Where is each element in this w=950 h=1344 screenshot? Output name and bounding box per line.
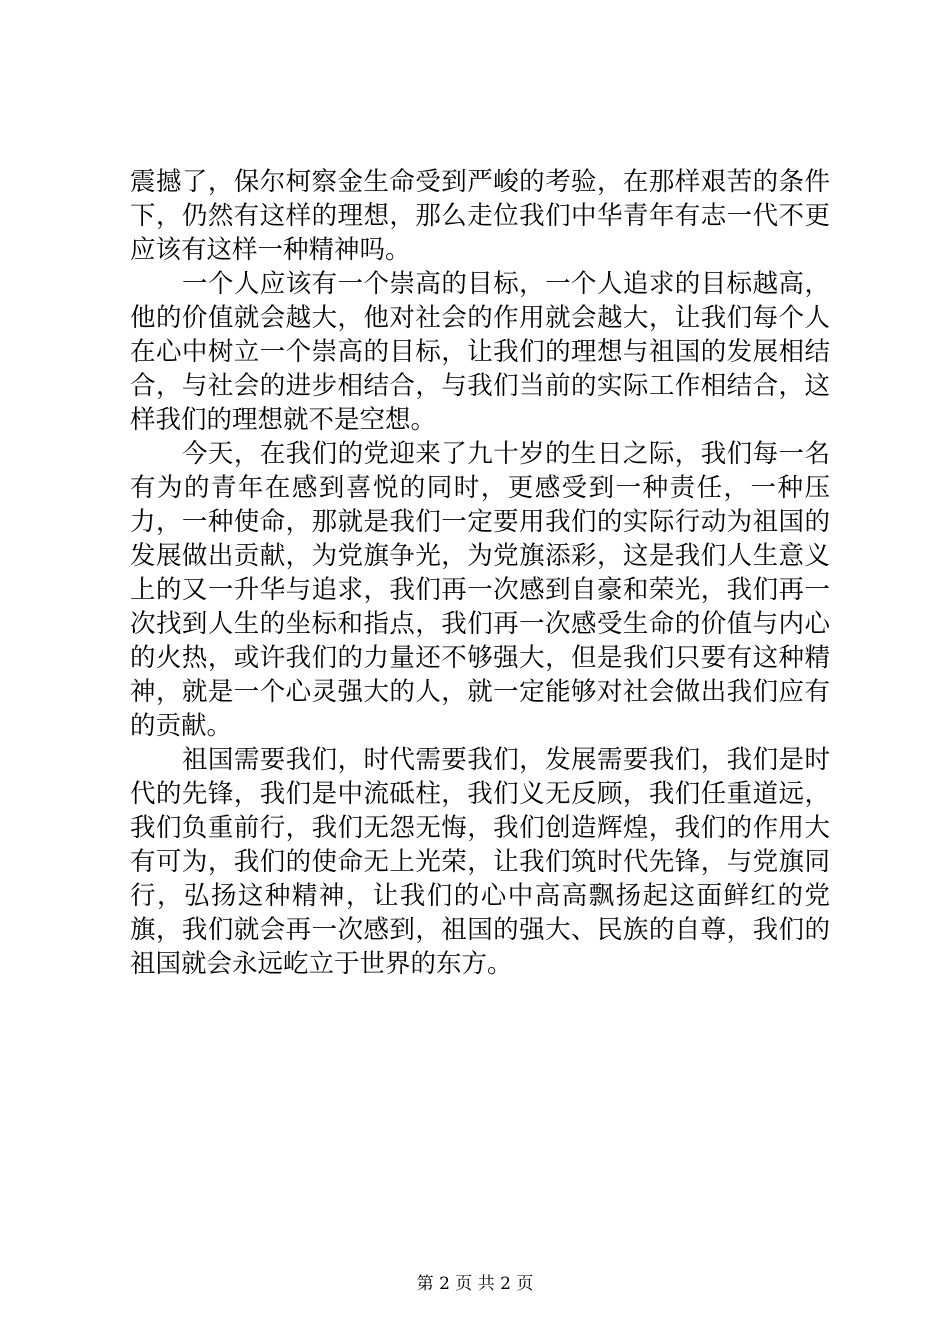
paragraph-continuation: 震撼了，保尔柯察金生命受到严峻的考验，在那样艰苦的条件下，仍然有这样的理想，那么走位我们中华青年有志一代不更应该有这样一种精神吗。: [130, 167, 830, 265]
document-body: [130, 165, 830, 981]
paragraph-anniversary: 今天，在我们的党迎来了九十岁的生日之际，我们每一名有为的青年在感到喜悦的同时，更感受到一种责任，一种压力，一种使命，那就是我们一定要用我们的实际行动为祖国的发展做出贡献，为党旗争光，为党旗添彩，这是我们人生意义上的又一升华与追求，我们再一次感到自豪和荣光，我们再一次找到人生的坐标和指点，我们再一次感受生命的价值与内心的火热，或许我们的力量还不够强大，但是我们只要有这种精神，就是一个心灵强大的人，就一定能够对社会做出我们应有的贡献。: [130, 439, 830, 741]
page-number-footer: 第 2 页 共 2 页: [416, 1274, 534, 1294]
paragraph-goal: 一个人应该有一个崇高的目标，一个人追求的目标越高，他的价值就会越大，他对社会的作用就会越大，让我们每个人在心中树立一个崇高的目标，让我们的理想与祖国的发展相结合，与社会的进步相结合，与我们当前的实际工作相结合，这样我们的理想就不是空想。: [130, 269, 830, 435]
paragraph-motherland: 祖国需要我们，时代需要我们，发展需要我们，我们是时代的先锋，我们是中流砥柱，我们义无反顾，我们任重道远，我们负重前行，我们无怨无悔，我们创造辉煌，我们的作用大有可为，我们的使命无上光荣，让我们筑时代先锋，与党旗同行，弘扬这种精神，让我们的心中高高飘扬起这面鲜红的党旗，我们就会再一次感到，祖国的强大、民族的自尊，我们的祖国就会永远屹立于世界的东方。: [130, 745, 830, 979]
